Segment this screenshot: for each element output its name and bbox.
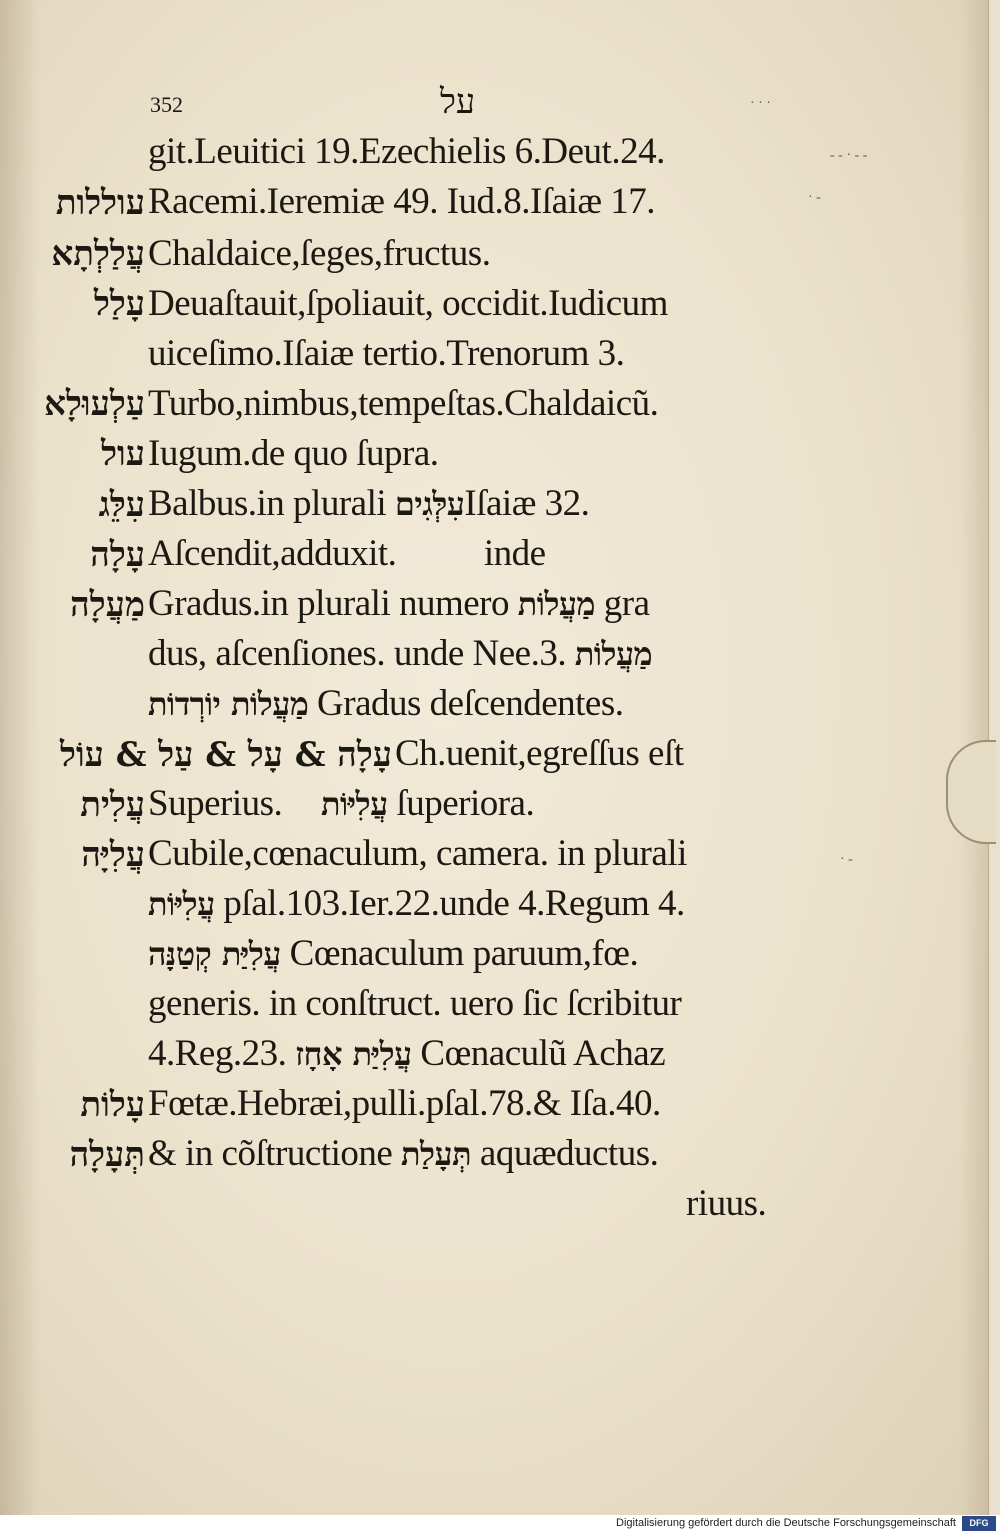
entry-text-part: Iſaiæ 32.	[464, 483, 590, 524]
entry-text	[148, 682, 623, 725]
inline-hebrew: מַעֲלוֹת	[517, 585, 595, 623]
gutter-shadow	[0, 0, 40, 1515]
entry-headword: עול	[101, 434, 145, 474]
entry-text-part: pſal.103.Ier.22.unde 4.Regum 4.	[223, 883, 685, 924]
page-number: 352	[150, 92, 183, 117]
entry-text: Fœtæ.Hebræi,pulli.pſal.78.& Iſa.40.	[148, 1083, 661, 1124]
entry-text	[148, 932, 638, 975]
entry-text	[148, 582, 650, 625]
inline-hebrew: עֲלִיַּת אָחָז	[295, 1035, 412, 1073]
entry-text-part: & in cõſtructione	[148, 1133, 393, 1174]
inline-hebrew: עֲלִיַּת קְטַנָּה	[148, 935, 281, 973]
entry-text: git.Leuitici 19.Ezechielis 6.Deut.24.	[148, 131, 665, 172]
entry-text-part: aquæductus.	[479, 1133, 659, 1174]
entry-headword: עֲלִית	[80, 785, 145, 825]
entry-headword: עָלַל	[93, 284, 145, 324]
entry-headword: עָלָה	[90, 535, 145, 575]
entry-headword: עָלָה & עָל & עַל & עוֹל	[60, 735, 392, 775]
entry-text-part: Cœnaculum paruum,fœ.	[289, 933, 639, 974]
entry-text	[148, 632, 652, 675]
entry-text-part: Balbus.in plurali	[148, 483, 387, 524]
entry-text: Racemi.Ieremiæ 49. Iud.8.Iſaiæ 17.	[148, 181, 656, 222]
inline-hebrew: מַעֲלוֹת יוֹרְדוֹת	[148, 685, 309, 723]
entry-headword: עוללות	[55, 183, 145, 223]
inline-hebrew: עֲלִיּוֹת	[148, 885, 215, 923]
entry-headword: עֲלִיָּה	[81, 835, 145, 875]
entry-text-part: Superius.	[148, 783, 283, 824]
entry-text: riuus.	[686, 1183, 767, 1224]
entry-text: Chaldaice,ſeges,fructus.	[148, 233, 491, 274]
entry-text: Iugum.de quo ſupra.	[148, 433, 439, 474]
entry-text	[148, 482, 589, 525]
entry-text	[148, 1032, 665, 1075]
entry-text: Aſcendit,adduxit. inde	[148, 533, 546, 574]
entry-text	[148, 1132, 658, 1175]
entry-text: uiceſimo.Iſaiæ tertio.Trenorum 3.	[148, 333, 625, 374]
entry-text-part: dus, aſcenſiones. unde Nee.3.	[148, 633, 567, 674]
entry-headword: עֲלַלְתָא	[51, 234, 145, 274]
ink-specks: · · ·	[750, 96, 771, 111]
entry-headword: עִלֵּג	[98, 485, 145, 525]
entry-text: Ch.uenit,egreſſus eſt	[395, 733, 684, 774]
entry-text-part: Cœnaculũ Achaz	[420, 1033, 666, 1074]
inline-hebrew: תְּעָלַת	[401, 1135, 472, 1173]
entry-headword: עָלוֹת	[80, 1085, 145, 1125]
digitization-credit: Digitalisierung gefördert durch die Deutsche Forschungsgemeinschaft	[616, 1517, 956, 1529]
entry-headword: תְּעָלָה	[69, 1135, 145, 1175]
entry-text	[148, 882, 685, 925]
entry-headword: עַלְעוּלָא	[44, 384, 145, 424]
inline-hebrew: עֲלִיּוֹת	[321, 785, 388, 823]
dfg-logo: DFG	[962, 1516, 996, 1531]
entry-text: Deuaſtauit,ſpoliauit, occidit.Iudicum	[148, 283, 668, 324]
page-clip	[946, 740, 996, 844]
entry-text-part: ſuperiora.	[396, 783, 535, 824]
entry-text: Cubile,cœnaculum, camera. in plurali	[148, 833, 687, 874]
inline-hebrew: עִלְּגִים	[394, 485, 465, 523]
entry-headword: מַעֲלָה	[70, 585, 145, 625]
ink-specks: · -	[808, 190, 821, 205]
running-head: על	[440, 84, 476, 121]
entry-text-part: Gradus.in plurali numero	[148, 583, 509, 624]
inline-hebrew: מַעֲלוֹת	[574, 635, 653, 673]
entry-text: Turbo,nimbus,tempeſtas.Chaldaicũ.	[148, 383, 659, 424]
entry-text-part: Gradus deſcendentes.	[317, 683, 624, 724]
ink-specks: - - · - -	[830, 148, 868, 163]
entry-text-part: gra	[603, 583, 650, 624]
ink-specks: · -	[840, 852, 853, 867]
entry-text	[148, 782, 534, 825]
entry-text: generis. in conſtruct. uero ſic ſcribitur	[148, 983, 682, 1024]
entry-text-part: 4.Reg.23.	[148, 1033, 287, 1074]
